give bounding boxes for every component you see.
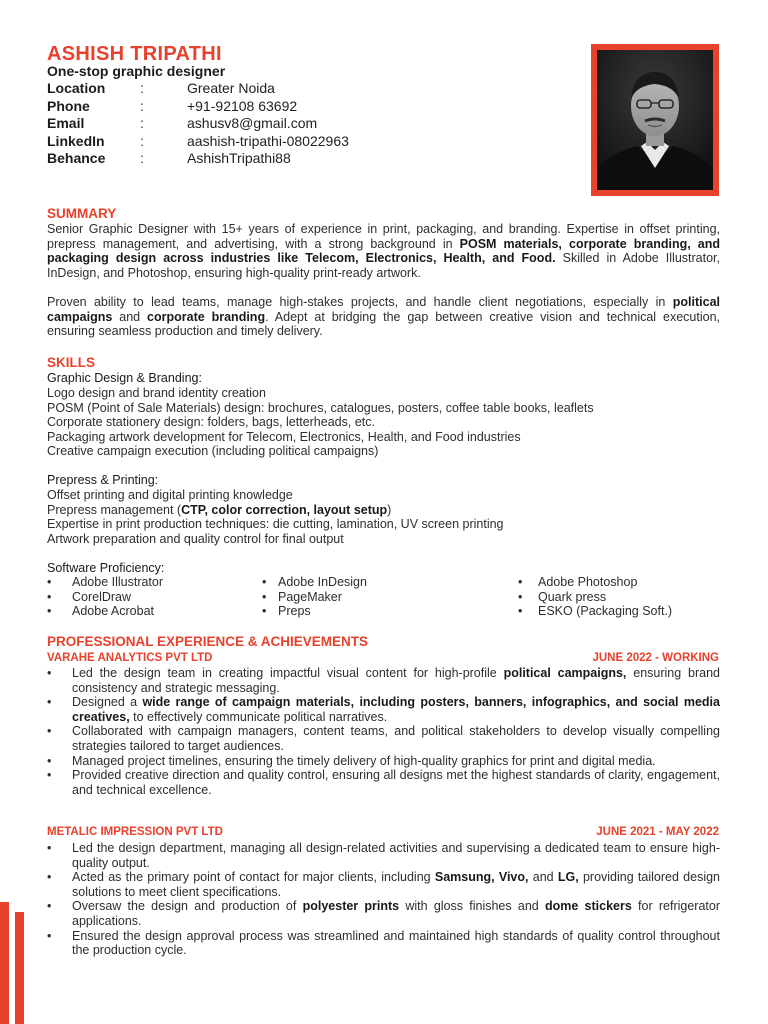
text: Led the design team in creating impactful visual content for high-profile: [72, 666, 504, 680]
job-2-company: METALIC IMPRESSION PVT LTD: [47, 826, 223, 838]
prepress-subheading: Prepress & Printing:: [47, 473, 159, 487]
text: for refrigerator applications.: [72, 899, 721, 928]
job-1-achievements: [47, 666, 720, 797]
software-item: [47, 590, 262, 605]
job-2-achievements: [47, 841, 720, 958]
contact-email: [47, 115, 447, 133]
list-item-text: Collaborated with campaign managers, content teams, and political stakeholders to develop visually compelling strategies tailored to target audiences.: [72, 724, 720, 753]
contact-separator: :: [140, 97, 144, 114]
contact-separator: :: [140, 150, 144, 166]
text: Acted as the primary point of contact for major clients, including: [72, 870, 435, 885]
software-item: [518, 575, 718, 590]
list-item: POSM (Point of Sale Materials) design: brochures, catalogues, posters, coffee table books, leaflets: [47, 400, 594, 415]
software-item: [47, 575, 262, 590]
highlight: Samsung, Vivo,: [434, 870, 529, 885]
summary-highlight: corporate branding: [147, 309, 266, 324]
summary-text: Skilled in Adobe Illustrator, InDesign, and Photoshop, ensuring high-quality print-ready artwork.: [47, 251, 720, 281]
bullet-icon: •: [47, 928, 52, 943]
bullet-icon: •: [47, 695, 52, 710]
summary-paragraph-1: [47, 222, 720, 281]
bullet-icon: •: [47, 604, 52, 619]
list-item-highlight: CTP, color correction, layout setup: [181, 502, 388, 517]
software-item: [47, 604, 262, 619]
list-item: [47, 695, 720, 724]
list-item: [47, 841, 720, 870]
contact-separator: :: [140, 115, 144, 131]
candidate-tagline: One-stop graphic designer: [47, 63, 226, 79]
software-name: Quark press: [538, 589, 607, 604]
summary-text: Proven ability to lead teams, manage high-stakes projects, and handle client negotiations, especially in: [47, 295, 673, 309]
text: with gloss finishes and: [399, 899, 545, 914]
list-item: [47, 768, 720, 797]
summary-highlight: POSM materials, corporate branding, and packaging design across industries like Telecom, Electronics, Health, and Food.: [47, 236, 720, 266]
list-item: [47, 754, 720, 769]
list-item-text: [72, 899, 720, 928]
text: providing tailored design solutions to meet client specifications.: [72, 870, 721, 899]
bullet-icon: •: [47, 575, 52, 589]
job-1-dates: JUNE 2022 - WORKING: [592, 652, 719, 664]
job-1-company: VARAHE ANALYTICS PVT LTD: [47, 652, 213, 664]
list-item-text: ): [387, 502, 392, 517]
contact-label: LinkedIn: [47, 132, 105, 149]
list-item-text: Led the design department, managing all design-related activities and supervising a dedicated team to ensure high-quality output.: [72, 841, 720, 870]
summary-highlight: political campaigns: [47, 295, 720, 324]
software-item: [518, 604, 718, 619]
list-item: [47, 929, 720, 958]
software-name: PageMaker: [278, 589, 342, 604]
bullet-icon: •: [47, 870, 52, 885]
bullet-icon: •: [262, 604, 267, 619]
text: ensuring brand consistency and strategic messaging.: [72, 666, 720, 695]
contact-linkedin: [47, 133, 447, 151]
profile-photo: [597, 50, 713, 190]
highlight: polyester prints: [302, 899, 400, 914]
contact-value: Greater Noida: [187, 80, 275, 96]
software-item: [262, 604, 518, 619]
candidate-name: ASHISH TRIPATHI: [47, 43, 222, 65]
software-name: Adobe Illustrator: [72, 575, 164, 589]
list-item-text: Managed project timelines, ensuring the timely delivery of high-quality graphics for print and digital media.: [72, 753, 656, 768]
contact-value[interactable]: +91-92108 63692: [187, 97, 298, 114]
graphic-design-subheading: Graphic Design & Branding:: [47, 371, 202, 385]
list-item-text: Provided creative direction and quality control, ensuring all designs met the highest standards of clarity, engagement, and technical excellence.: [72, 768, 720, 797]
list-item: Corporate stationery design: folders, bags, letterheads, etc.: [47, 415, 375, 430]
contact-label: Email: [47, 115, 85, 131]
highlight: dome stickers: [544, 899, 632, 914]
list-item: [47, 503, 504, 518]
summary-text: . Adept at bridging the gap between creative vision and technical execution, ensuring seamless production and timely delivery.: [47, 309, 720, 339]
software-name: Adobe Photoshop: [538, 575, 638, 589]
bullet-icon: •: [262, 589, 267, 604]
list-item: [47, 870, 720, 899]
contact-location: [47, 80, 447, 98]
software-subheading: Software Proficiency:: [47, 561, 165, 575]
bullet-icon: •: [47, 753, 52, 768]
software-name: Preps: [278, 604, 311, 619]
graphic-design-list: [47, 386, 594, 459]
experience-heading: PROFESSIONAL EXPERIENCE & ACHIEVEMENTS: [47, 634, 369, 649]
text: and: [528, 870, 558, 885]
bullet-icon: •: [47, 724, 52, 739]
list-item: [47, 724, 720, 753]
highlight: LG,: [557, 870, 579, 885]
summary-paragraph-2: [47, 295, 720, 339]
contact-label: Phone: [47, 97, 90, 114]
summary-text: and: [112, 309, 148, 324]
software-name: ESKO (Packaging Soft.): [538, 604, 673, 619]
list-item: [47, 899, 720, 928]
text: Oversaw the design and production of: [72, 899, 303, 914]
accent-bar-right: [15, 912, 24, 1024]
bullet-icon: •: [47, 841, 52, 855]
bullet-icon: •: [47, 899, 52, 914]
software-item: [262, 575, 518, 590]
list-item-text: Prepress management (: [47, 502, 182, 517]
contact-label: Location: [47, 80, 106, 96]
bullet-icon: •: [518, 604, 523, 619]
bullet-icon: •: [518, 575, 523, 589]
list-item: Expertise in print production techniques: die cutting, lamination, UV screen printing: [47, 517, 504, 532]
list-item-text: [72, 870, 720, 899]
contact-label: Behance: [47, 150, 106, 166]
bullet-icon: •: [262, 575, 267, 589]
prepress-list: [47, 488, 504, 546]
summary-text: Senior Graphic Designer with 15+ years of experience in print, packaging, and branding. Expertise in offset printing, prepress management, and advertising, with a strong background in: [47, 222, 720, 251]
software-name: CorelDraw: [72, 589, 132, 604]
accent-bar-left: [0, 902, 9, 1024]
list-item-text: [72, 666, 720, 695]
list-item-text: Ensured the design approval process was streamlined and maintained high standards of quality control throughout the production cycle.: [72, 928, 720, 958]
highlight: wide range of campaign materials, including posters, banners, infographics, and social media creatives,: [72, 695, 720, 724]
contact-value[interactable]: ashusv8@gmail.com: [187, 115, 318, 131]
software-item: [262, 590, 518, 605]
list-item: Artwork preparation and quality control for final output: [47, 531, 344, 546]
software-grid: [47, 575, 727, 619]
highlight: political campaigns,: [503, 666, 627, 680]
contact-value[interactable]: AshishTripathi88: [187, 150, 291, 166]
contact-value[interactable]: aashish-tripathi-08022963: [187, 132, 349, 149]
contact-separator: :: [140, 132, 144, 149]
bullet-icon: •: [518, 589, 523, 604]
contact-block: [47, 80, 447, 168]
summary-heading: SUMMARY: [47, 206, 117, 221]
bullet-icon: •: [47, 666, 52, 680]
text: to effectively communicate political narratives.: [129, 709, 388, 724]
profile-portrait-image: [597, 50, 713, 190]
software-item: [518, 590, 718, 605]
list-item-text: [72, 695, 720, 724]
software-name: Adobe Acrobat: [72, 604, 155, 619]
text: Designed a: [72, 695, 143, 710]
list-item: Logo design and brand identity creation: [47, 386, 266, 400]
contact-phone: [47, 98, 447, 116]
profile-photo-frame: [591, 44, 719, 196]
bullet-icon: •: [47, 589, 52, 604]
software-name: Adobe InDesign: [278, 575, 367, 589]
contact-behance: [47, 150, 447, 168]
list-item: Packaging artwork development for Telecom, Electronics, Health, and Food industries: [47, 429, 521, 444]
list-item: Offset printing and digital printing knowledge: [47, 488, 293, 502]
bullet-icon: •: [47, 768, 52, 783]
list-item: [47, 666, 720, 695]
job-2-dates: JUNE 2021 - MAY 2022: [596, 826, 719, 838]
skills-heading: SKILLS: [47, 355, 96, 370]
list-item: Creative campaign execution (including political campaigns): [47, 444, 379, 459]
contact-separator: :: [140, 80, 144, 96]
